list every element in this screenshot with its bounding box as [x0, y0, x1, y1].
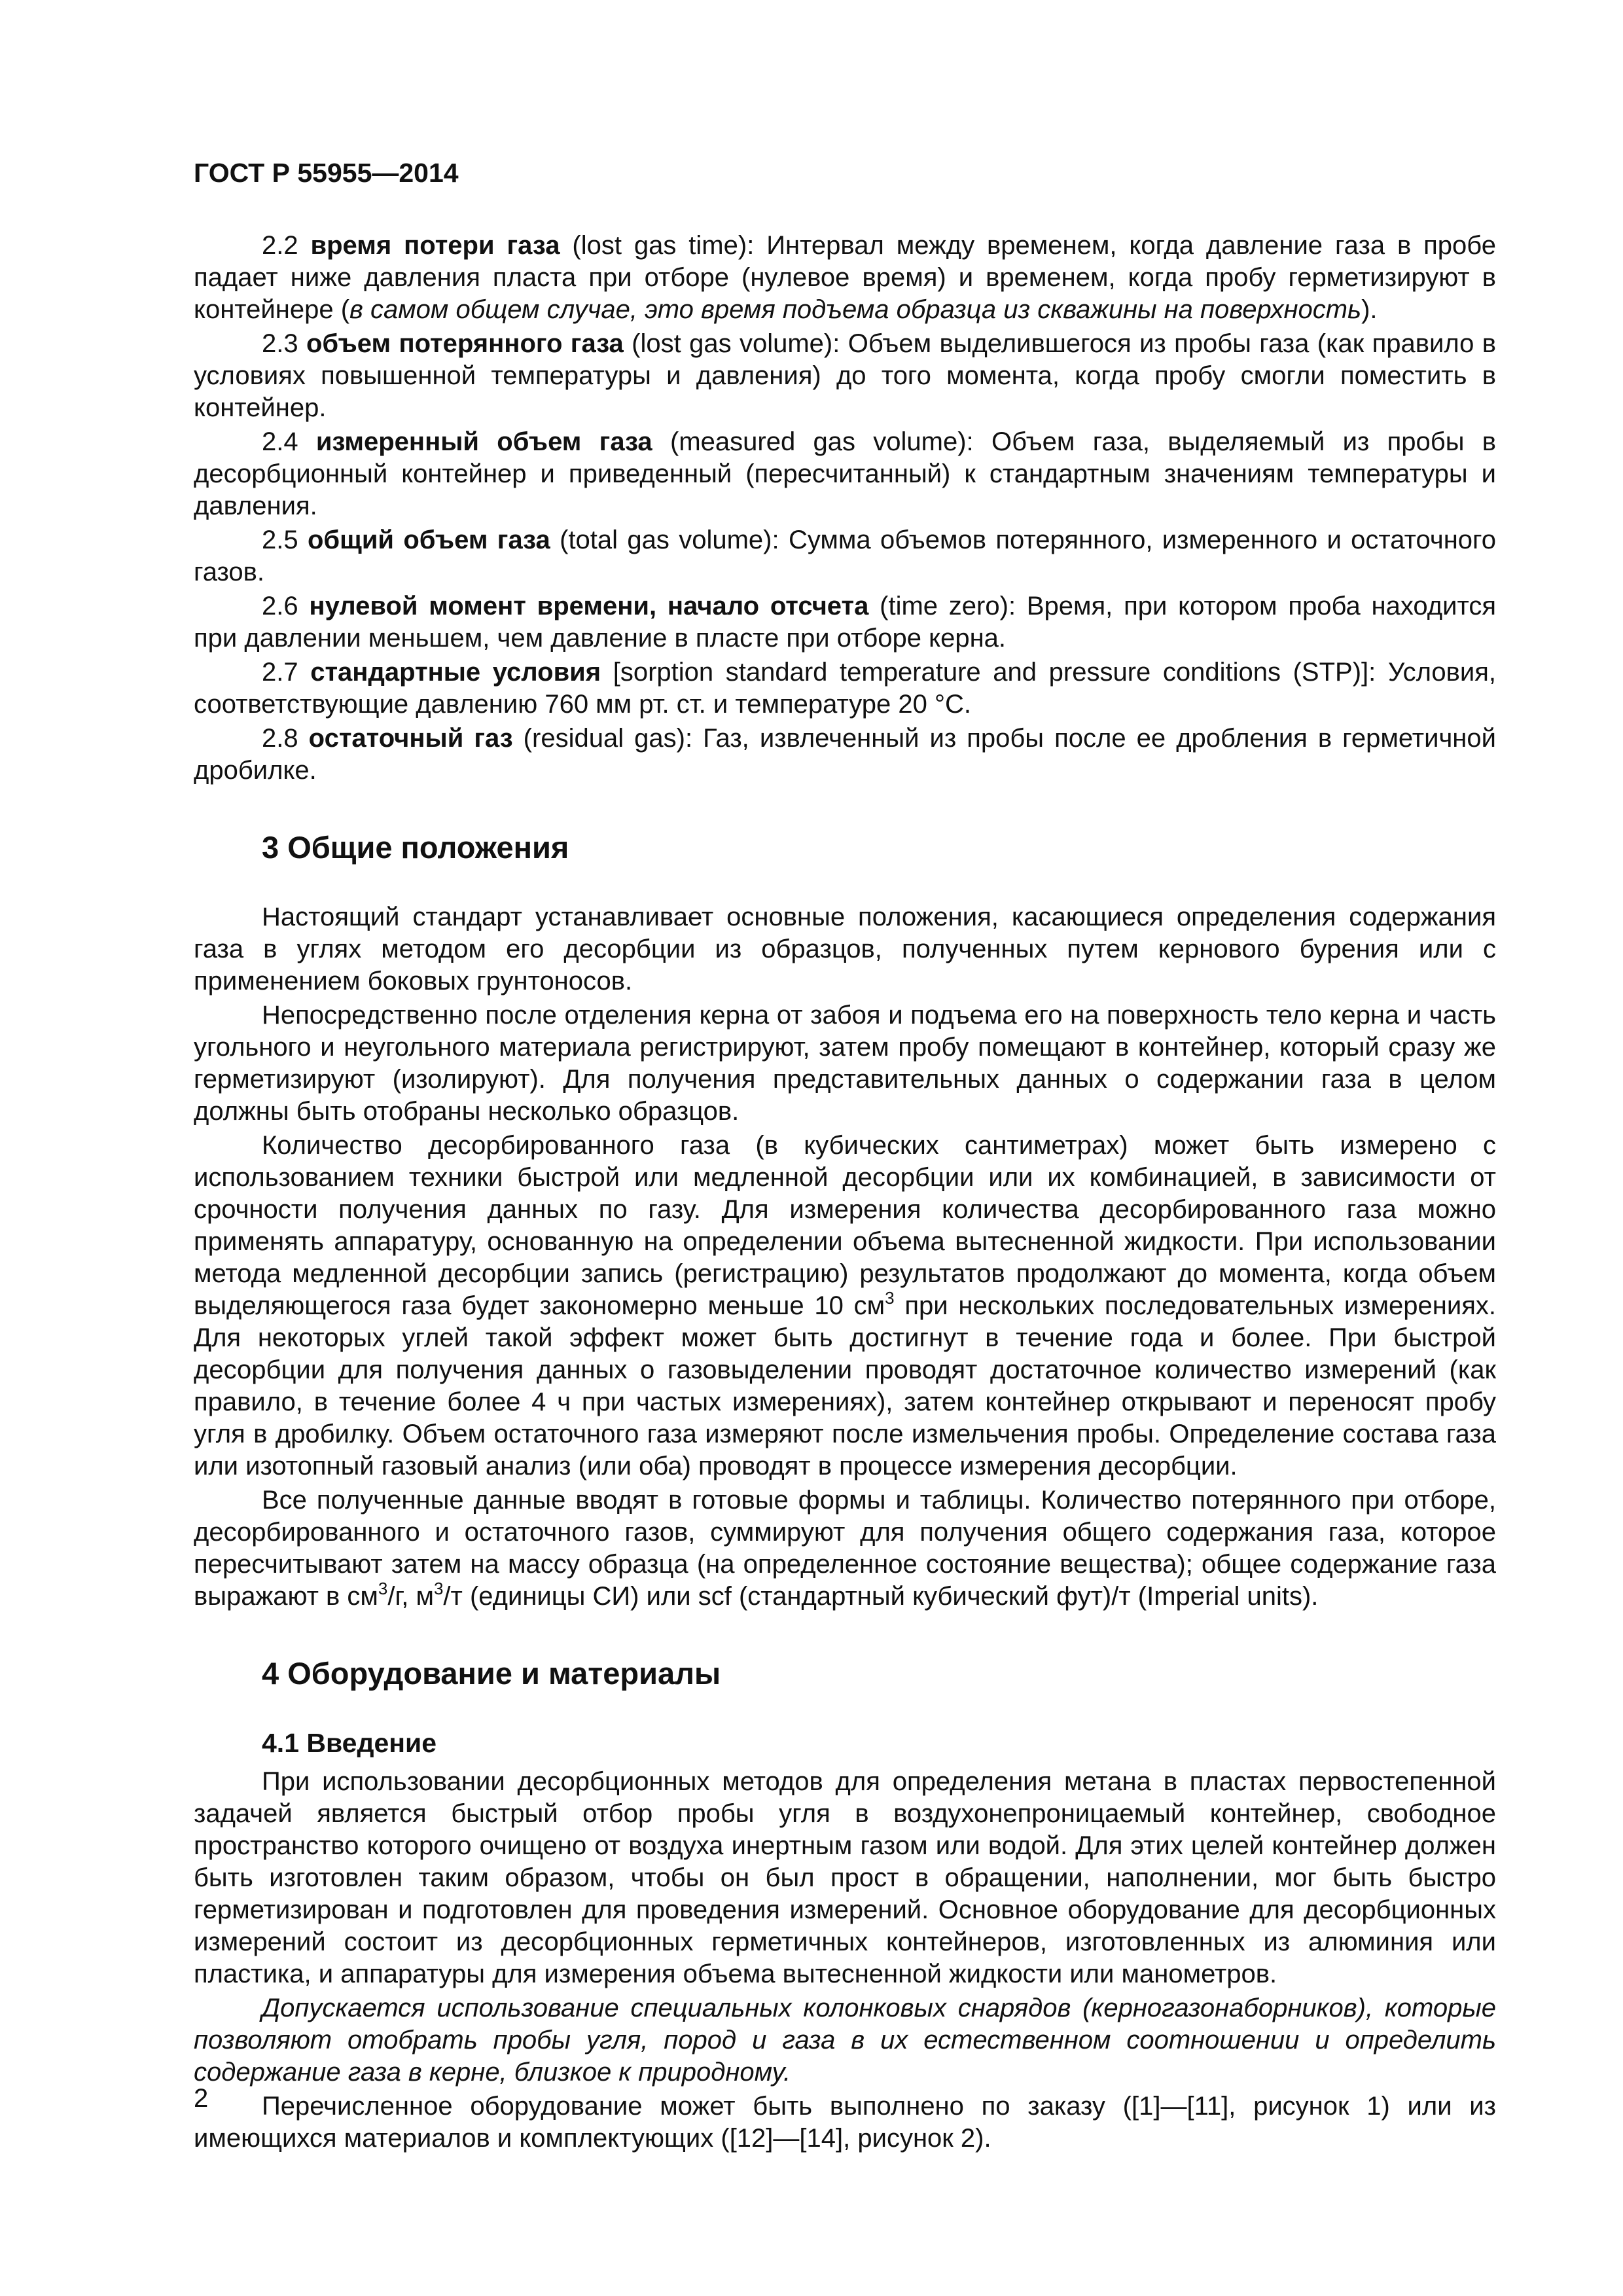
definition-note: в самом общем случае, это время подъема образца из скважины на поверхность: [349, 295, 1362, 324]
section-3-heading: 3 Общие положения: [262, 830, 569, 865]
paragraph-text-end: /т (единицы СИ) или scf (стандартный кубический фут)/т (Imperial units).: [443, 1582, 1319, 1611]
definition-term: остаточный газ: [308, 724, 513, 753]
definition-number: 2.6: [262, 592, 298, 620]
definition-2-3: [194, 328, 1496, 424]
definition-term: общий объем газа: [307, 526, 550, 554]
definition-number: 2.2: [262, 231, 298, 260]
page-number: 2: [194, 2084, 209, 2113]
section-4-1-paragraph-2: Допускается использование специальных колонковых снарядов (керногазонаборников), которые позволяют отобрать пробы угля, пород и газа в их естественном соотношении и определить содержание газа в керне, близкое к природному.: [194, 1994, 1496, 2087]
section-3-paragraph-4: [194, 1484, 1496, 1613]
definition-2-7: [194, 656, 1496, 721]
definition-term: стандартные условия: [310, 658, 601, 687]
section-4-heading: 4 Оборудование и материалы: [262, 1656, 721, 1691]
definition-text: (lost gas volume): Объем выделившегося из пробы газа (как правило в условиях повышенной температуры и давления) до того момента, когда пробу смогли поместить в контейнер.: [194, 329, 1496, 422]
subsection-4-1-heading: 4.1 Введение: [262, 1728, 437, 1758]
section-4-1-paragraph-3: Перечисленное оборудование может быть выполнено по заказу ([1]—[11], рисунок 1) или из имеющихся материалов и комплектующих ([12]—[14], рисунок 2).: [194, 2092, 1496, 2153]
definition-2-4: [194, 426, 1496, 522]
definition-number: 2.7: [262, 658, 298, 687]
definition-term: измеренный объем газа: [315, 427, 652, 456]
paragraph-text-cont: при нескольких последовательных измерениях. Для некоторых углей такой эффект может быть достигнут в течение года и более. При быстрой десорбции для получения данных о газовыделении проводят достаточное количество измерений (как правило, в течение более 4 ч при частых измерениях), затем контейнер открывают и переносят пробу угля в дробилку. Объем остаточного газа измеряют после измельчения пробы. Определение состава газа или изотопный газовый анализ (или оба) проводят в процессе измерения десорбции.: [194, 1291, 1496, 1480]
standard-header: ГОСТ Р 55955—2014: [194, 158, 459, 188]
superscript: 3: [378, 1578, 388, 1598]
definition-text: (lost gas time): Интервал между временем, когда давление газа в пробе падает ниже давления пласта при отборе (нулевое время) и временем, когда пробу герметизируют в контейнере (: [194, 231, 1497, 324]
section-4-1-paragraph-1: При использовании десорбционных методов для определения метана в пластах первостепенной задачей является быстрый отбор пробы угля в воздухонепроницаемый контейнер, свободное пространство которого очищено от воздуха инертным газом или водой. Для этих целей контейнер должен быть изготовлен таким образом, чтобы он был прост в обращении, наполнении, мог быть быстро герметизирован и подготовлен для проведения измерений. Основное оборудование для десорбционных измерений состоит из десорбционных герметичных контейнеров, изготовленных из алюминия или пластика, и аппаратуры для измерения объема вытесненной жидкости или манометров.: [194, 1767, 1496, 1988]
definition-number: 2.3: [262, 329, 298, 358]
paragraph-text-cont: /г, м: [387, 1582, 434, 1611]
section-3-paragraph-1: Настоящий стандарт устанавливает основные положения, касающиеся определения содержания газа в углях методом его десорбции из образцов, полученных путем кернового бурения или с применением боковых грунтоносов.: [194, 903, 1496, 996]
definition-number: 2.5: [262, 526, 298, 554]
definition-2-2: [194, 230, 1496, 326]
definition-text: (time zero): Время, при котором проба находится при давлении меньшем, чем давление в пласте при отборе керна.: [194, 592, 1496, 653]
document-page: [194, 157, 1496, 2157]
definition-term: нулевой момент времени, начало отсчета: [309, 592, 869, 620]
definition-2-5: [194, 524, 1496, 588]
definition-text: (residual gas): Газ, извлеченный из пробы после ее дробления в герметичной дробилке.: [194, 724, 1496, 785]
superscript: 3: [885, 1287, 895, 1308]
definition-text: (total gas volume): Сумма объемов потерянного, измеренного и остаточного газов.: [194, 526, 1496, 586]
definition-number: 2.4: [262, 427, 298, 456]
definition-term: время потери газа: [310, 231, 560, 260]
paragraph-text: Количество десорбированного газа (в кубических сантиметрах) может быть измерено с использованием техники быстрой или медленной десорбции или их комбинацией, в зависимости от срочности получения данных по газу. Для измерения количества десорбированного газа можно применять аппаратуру, основанную на определении объема вытесненной жидкости. При использовании метода медленной десорбции запись (регистрацию) результатов продолжают до момента, когда объем выделяющегося газа будет закономерно меньше 10 см: [194, 1131, 1496, 1320]
definition-number: 2.8: [262, 724, 298, 753]
section-3-paragraph-3: [194, 1130, 1496, 1482]
definition-text: (measured gas volume): Объем газа, выделяемый из пробы в десорбционный контейнер и приведенный (пересчитанный) к стандартным значениям температуры и давления.: [194, 427, 1496, 520]
definition-term: объем потерянного газа: [306, 329, 624, 358]
paragraph-text: Все полученные данные вводят в готовые формы и таблицы. Количество потерянного при отборе, десорбированного и остаточного газов, суммируют для получения общего содержания газа, которое пересчитывают затем на массу образца (на определенное состояние вещества); общее содержание газа выражают в см: [194, 1486, 1496, 1611]
section-3-paragraph-2: Непосредственно после отделения керна от забоя и подъема его на поверхность тело керна и часть угольного и неугольного материала регистрируют, затем пробу помещают в контейнер, который сразу же герметизируют (изолируют). Для получения представительных данных о содержании газа в целом должны быть отобраны несколько образцов.: [194, 1001, 1496, 1126]
definition-2-8: [194, 723, 1496, 787]
definition-2-6: [194, 590, 1496, 655]
superscript: 3: [433, 1578, 444, 1598]
definition-text: [sorption standard temperature and pressure conditions (STP)]: Условия, соответствующие давлению 760 мм рт. ст. и температуре 20 °С.: [194, 658, 1496, 719]
definition-text-end: ).: [1361, 295, 1378, 324]
